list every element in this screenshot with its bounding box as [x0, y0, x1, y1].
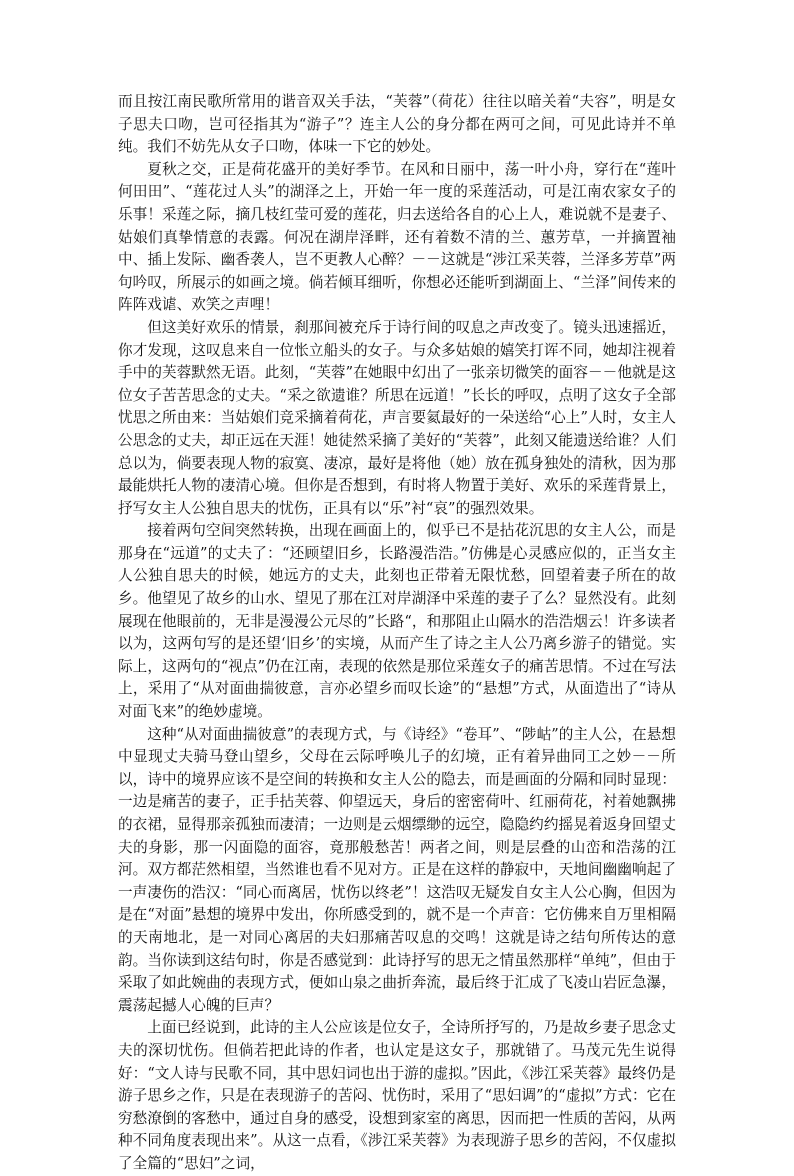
paragraph-2: 夏秋之交，正是荷花盛开的美好季节。在风和日丽中，荡一叶小舟，穿行在“莲叶何田田”、“莲花过人头”的湖泽之上，开始一年一度的采莲活动，可是江南农家女子的乐事！采莲之际，摘几枝红莹可爱的莲花，归去送给各自的心上人，难说就不是妻子、姑娘们真挚情意的表露。何况在湖岸泽畔，还有着数不清的兰、蕙芳草，一并摘置袖中、插上发际、幽香袭人，岂不更教人心醉？－－这就是“涉江采芙蓉，兰泽多芳草”两句吟叹，所展示的如画之境。倘若倾耳细听，你想必还能听到湖面上、“兰泽”间传来的阵阵戏谑、欢笑之声哩！ [118, 160, 676, 314]
paragraph-4: 接着两句空间突然转换，出现在画面上的，似乎已不是拈花沉思的女主人公，而是那身在“远道”的丈夫了：“还顾望旧乡，长路漫浩浩。”仿佛是心灵感应似的，正当女主人公独自思夫的时候，她远方的丈夫，此刻也正带着无限忧愁，回望着妻子所在的故乡。他望见了故乡的山水、望见了那在江对岸湖泽中采莲的妻子了么？显然没有。此刻展现在他眼前的，无非是漫漫公元尽的”长路“，和那阻止山隔水的浩浩烟云！许多读者以为，这两句写的是还望‘旧乡’的实境，从而产生了诗之主人公乃离乡游子的错觉。实际上，这两句的“视点”仍在江南，表现的依然是那位采莲女子的痛苦思情。不过在写法上，采用了“从对面曲揣彼意，言亦必望乡而叹长途”的“悬想”方式，从面造出了“诗从对面飞来”的绝妙虚境。 [118, 522, 676, 721]
paragraph-6: 上面已经说到，此诗的主人公应该是位女子，全诗所抒写的，乃是故乡妻子思念丈夫的深切忧伤。但倘若把此诗的作者，也认定是这女子，那就错了。马茂元先生说得好：“文人诗与民歌不同，其中思妇词也出于游的虚拟。”因此，《涉江采芙蓉》最终仍是游子思乡之作，只是在表现游子的苦闷、忧伤时，采用了“思妇调”的“虚拟”方式：它在穷愁潦倒的客愁中，通过自身的感受，设想到家室的离思，因而把一性质的苦闷，从两种不同角度表现出来”。从这一点看，《涉江采芙蓉》为表现游子思乡的苦闷，不仅虚拟了全篇的“思妇”之词， [118, 1019, 676, 1172]
document-page [118, 91, 676, 1176]
paragraph-5: 这种“从对面曲揣彼意”的表现方式，与《诗经》“卷耳”、“陟岵”的主人公，在悬想中显现丈夫骑马登山望乡，父母在云际呼唤儿子的幻境，正有着异曲同工之妙－－所以，诗中的境界应该不是空间的转换和女主人公的隐去，而是画面的分隔和同时显现：一边是痛苦的妻子，正手拈芙蓉、仰望远天，身后的密密荷叶、红丽荷花，衬着她飘拂的衣裙，显得那亲孤独而凄清；一边则是云烟缥缈的远空，隐隐约约摇晃着返身回望丈夫的身影，那一闪面隐的面容，竟那般愁苦！两者之间，则是层叠的山峦和浩荡的江河。双方都茫然相望，当然谁也看不见对方。正是在这样的静寂中，天地间幽幽响起了一声凄伤的浩汉：“同心而离居，忧伤以终老”！这浩叹无疑发自女主人公心胸，但因为是在“对面”悬想的境界中发出，你所感受到的，就不是一个声音：它仿佛来自万里相隔的天南地北，是一对同心离居的夫妇那痛苦叹息的交鸣！这就是诗之结句所传达的意韵。当你读到这结句时，你是否感觉到：此诗抒写的思无之情虽然那样“单纯”，但由于采取了如此婉曲的表现方式，便如山泉之曲折奔流，最后终于汇成了飞凌山岩匠急瀑，震荡起撼人心魄的巨声？ [118, 725, 676, 1014]
paragraph-1: 而且按江南民歌所常用的谐音双关手法，“芙蓉”（荷花）往往以暗关着“夫容”，明是女子思夫口吻，岂可径指其为“游子”？连主人公的身分都在两可之间，可见此诗并不单纯。我们不妨先从女子口吻，体味一下它的妙处。 [118, 93, 676, 156]
paragraph-3: 但这美好欢乐的情景，刹那间被充斥于诗行间的叹息之声改变了。镜头迅速摇近，你才发现，这叹息来自一位怅立船头的女子。与众多姑娘的嬉笑打诨不同，她却注视着手中的芙蓉默然无语。此刻，“芙蓉”在她眼中幻出了一张亲切微笑的面容－－他就是这位女子苦苦思念的丈夫。“采之欲遗谁？所思在远道！”长长的呼叹，点明了这女子全部忧思之所由来：当姑娘们竞采摘着荷花，声言要氦最好的一朵送给“心上”人时，女主人公思念的丈夫，却正远在天涯！她徒然采摘了美好的“芙蓉”，此刻又能遗送给谁？人们总以为，倘要表现人物的寂寞、凄凉，最好是将他（她）放在孤身独处的清秋，因为那最能烘托人物的凄清心境。但你是否想到，有时将人物置于美好、欢乐的采莲背景上，抒写女主人公独自思夫的忧伤，正具有以“乐”衬“哀”的强烈效果。 [118, 318, 676, 517]
